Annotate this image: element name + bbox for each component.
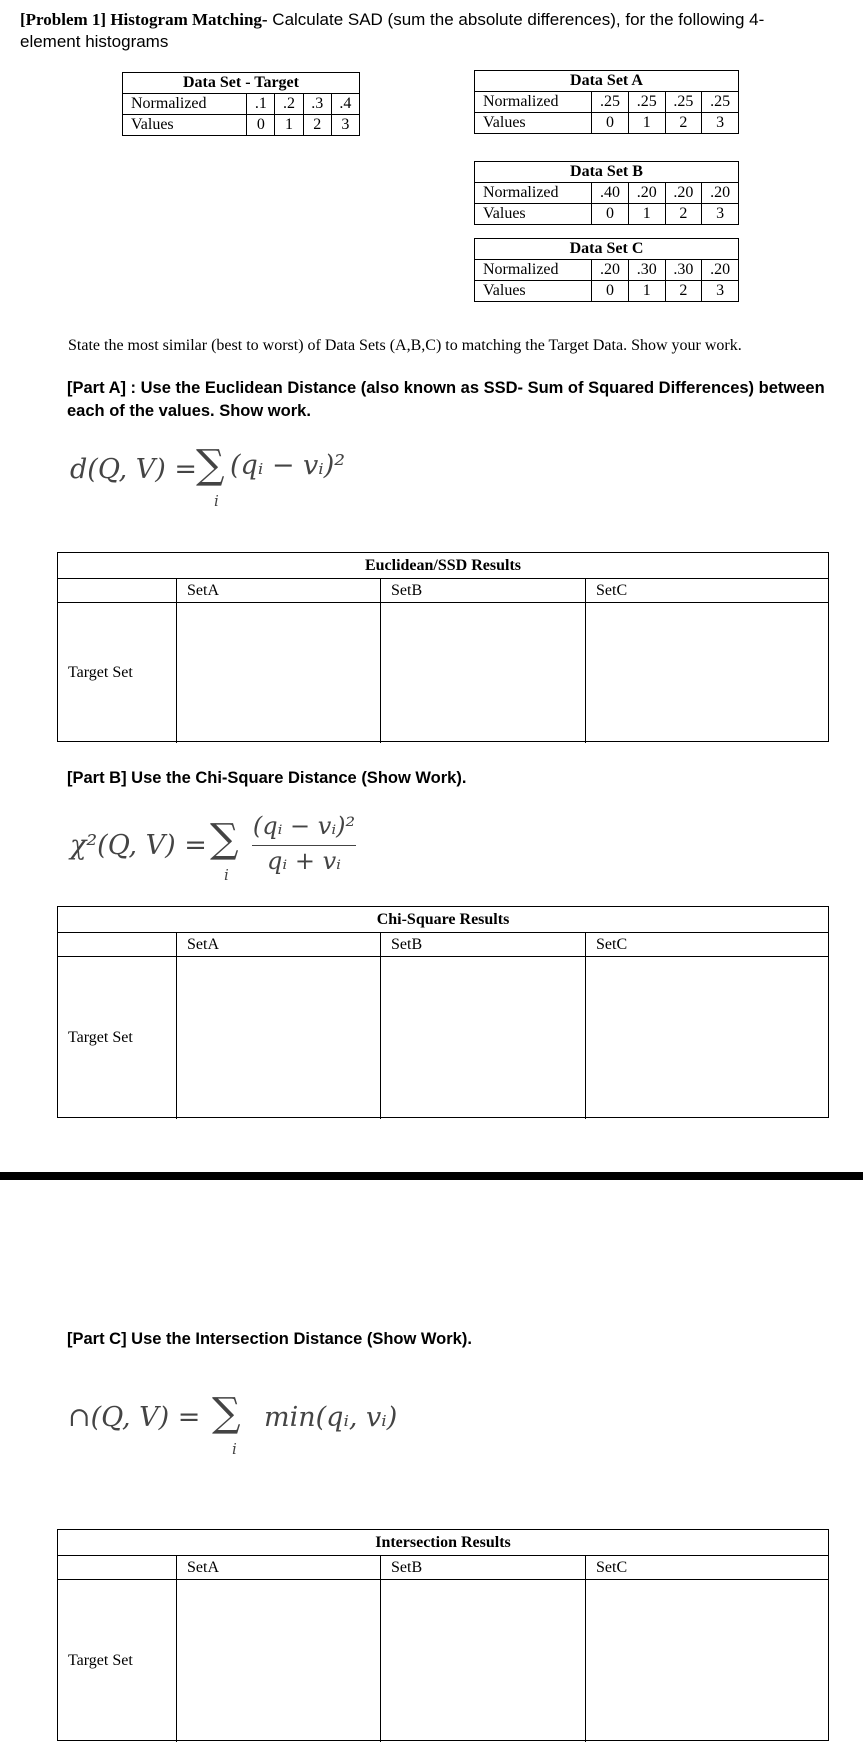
euclidean-results-table [57, 552, 829, 742]
answer-cell-setb[interactable] [381, 957, 586, 1119]
euclidean-formula-lhs: d(Q, V) = [70, 454, 198, 485]
set-a-val-0: 0 [592, 113, 629, 134]
euclidean-sum-index: i [214, 492, 219, 510]
set-b-normalized-label: Normalized [475, 183, 592, 204]
col-setb: SetB [381, 933, 586, 956]
set-b-val-0: 0 [592, 204, 629, 225]
answer-cell-setc[interactable] [586, 1580, 828, 1742]
row-label-cell [58, 603, 177, 743]
problem-heading-bold: [Problem 1] Histogram Matching- [20, 10, 268, 29]
set-a-val-2: 2 [665, 113, 702, 134]
set-c-table [474, 238, 739, 302]
chi-square-results-row [58, 957, 828, 1119]
row-label-target-set: Target Set [68, 1029, 133, 1046]
set-b-norm-2: .20 [665, 183, 702, 204]
row-label-cell [58, 957, 177, 1119]
target-table [122, 72, 360, 136]
chi-square-results-header [58, 933, 828, 957]
set-a-val-1: 1 [628, 113, 665, 134]
set-c-val-2: 2 [665, 281, 702, 302]
col-setb: SetB [381, 579, 586, 602]
col-setc: SetC [596, 582, 628, 599]
header-blank-cell [58, 1556, 177, 1579]
set-a-title: Data Set A [475, 71, 739, 92]
target-norm-1: .2 [275, 94, 303, 115]
euclidean-sum-symbol: ∑ [196, 442, 225, 488]
col-seta: SetA [177, 933, 381, 956]
target-values-label: Values [123, 115, 247, 136]
set-c-val-3: 3 [702, 281, 739, 302]
euclidean-formula-rhs: (qᵢ − vᵢ)² [230, 450, 346, 481]
set-c-norm-2: .30 [665, 260, 702, 281]
set-a-val-3: 3 [702, 113, 739, 134]
set-b-norm-3: .20 [702, 183, 739, 204]
problem-heading-rest: Calculate SAD (sum the absolute differences), for the following 4- [267, 10, 765, 29]
set-c-title: Data Set C [475, 239, 739, 260]
set-a-table [474, 70, 739, 134]
chi-square-formula-lhs: χ²(Q, V) = [70, 830, 207, 861]
set-a-norm-2: .25 [665, 92, 702, 113]
answer-cell-seta[interactable] [177, 603, 381, 743]
header-blank-cell [58, 579, 177, 602]
col-seta: SetA [177, 579, 381, 602]
target-norm-2: .3 [303, 94, 331, 115]
intersection-formula [68, 1390, 428, 1474]
chi-square-formula [70, 814, 370, 894]
intersection-results-title: Intersection Results [58, 1530, 828, 1556]
set-b-val-2: 2 [665, 204, 702, 225]
set-a-normalized-label: Normalized [475, 92, 592, 113]
chi-square-fraction-bar [252, 845, 356, 846]
set-b-val-3: 3 [702, 204, 739, 225]
set-b-norm-0: .40 [592, 183, 629, 204]
set-a-norm-1: .25 [628, 92, 665, 113]
target-norm-3: .4 [331, 94, 359, 115]
set-b-values-label: Values [475, 204, 592, 225]
answer-cell-seta[interactable] [177, 1580, 381, 1742]
chi-square-sum-index: i [224, 866, 229, 884]
set-b-table [474, 161, 739, 225]
answer-cell-setc[interactable] [586, 957, 828, 1119]
euclidean-results-title: Euclidean/SSD Results [58, 553, 828, 579]
row-label-target-set: Target Set [68, 664, 133, 681]
intersection-sum-symbol: ∑ [212, 1390, 241, 1436]
page-separator [0, 1172, 863, 1180]
euclidean-results-header [58, 579, 828, 603]
set-b-title: Data Set B [475, 162, 739, 183]
answer-cell-setb[interactable] [381, 1580, 586, 1742]
intersection-results-row [58, 1580, 828, 1742]
set-c-norm-0: .20 [592, 260, 629, 281]
target-title: Data Set - Target [123, 73, 360, 94]
part-c-text: [Part C] Use the Intersection Distance (Show Work). [67, 1330, 472, 1348]
intersection-sum-index: i [232, 1440, 237, 1458]
chi-square-numerator: (qᵢ − vᵢ)² [252, 812, 356, 840]
chi-square-results-title: Chi-Square Results [58, 907, 828, 933]
set-c-norm-1: .30 [628, 260, 665, 281]
chi-square-denominator: qᵢ + vᵢ [267, 847, 341, 875]
target-val-0: 0 [247, 115, 275, 136]
set-c-values-label: Values [475, 281, 592, 302]
target-norm-0: .1 [247, 94, 275, 115]
part-b-text: [Part B] Use the Chi-Square Distance (Show Work). [67, 769, 467, 787]
set-a-values-label: Values [475, 113, 592, 134]
set-c-normalized-label: Normalized [475, 260, 592, 281]
row-label-cell [58, 1580, 177, 1742]
target-val-1: 1 [275, 115, 303, 136]
set-c-val-1: 1 [628, 281, 665, 302]
set-c-val-0: 0 [592, 281, 629, 302]
target-val-2: 2 [303, 115, 331, 136]
header-blank-cell [58, 933, 177, 956]
col-seta: SetA [177, 1556, 381, 1579]
intersection-results-table [57, 1529, 829, 1741]
col-setb: SetB [381, 1556, 586, 1579]
part-a-text-line2: each of the values. Show work. [67, 402, 311, 420]
set-a-norm-3: .25 [702, 92, 739, 113]
intersection-results-header [58, 1556, 828, 1580]
answer-cell-seta[interactable] [177, 957, 381, 1119]
set-c-norm-3: .20 [702, 260, 739, 281]
intersection-formula-lhs: ∩(Q, V) = [68, 1402, 201, 1433]
problem-heading-line2: element histograms [20, 32, 169, 51]
part-a-text [67, 377, 857, 423]
target-val-3: 3 [331, 115, 359, 136]
set-b-val-1: 1 [628, 204, 665, 225]
chi-square-sum-symbol: ∑ [210, 816, 239, 862]
col-setc: SetC [596, 1559, 628, 1576]
answer-cell-setc[interactable] [586, 603, 828, 743]
row-label-target-set: Target Set [68, 1652, 133, 1669]
chi-square-results-table [57, 906, 829, 1118]
set-a-norm-0: .25 [592, 92, 629, 113]
col-setc: SetC [596, 936, 628, 953]
intersection-formula-rhs: min(qᵢ, vᵢ) [264, 1402, 398, 1433]
part-a-text-line1: [Part A] : Use the Euclidean Distance (also known as SSD- Sum of Squared Differences) between [67, 379, 825, 397]
set-b-norm-1: .20 [628, 183, 665, 204]
problem-heading [20, 9, 850, 53]
target-normalized-label: Normalized [123, 94, 247, 115]
euclidean-results-row [58, 603, 828, 743]
instruction-text: State the most similar (best to worst) of Data Sets (A,B,C) to matching the Target Data. Show your work. [68, 337, 742, 354]
answer-cell-setb[interactable] [381, 603, 586, 743]
